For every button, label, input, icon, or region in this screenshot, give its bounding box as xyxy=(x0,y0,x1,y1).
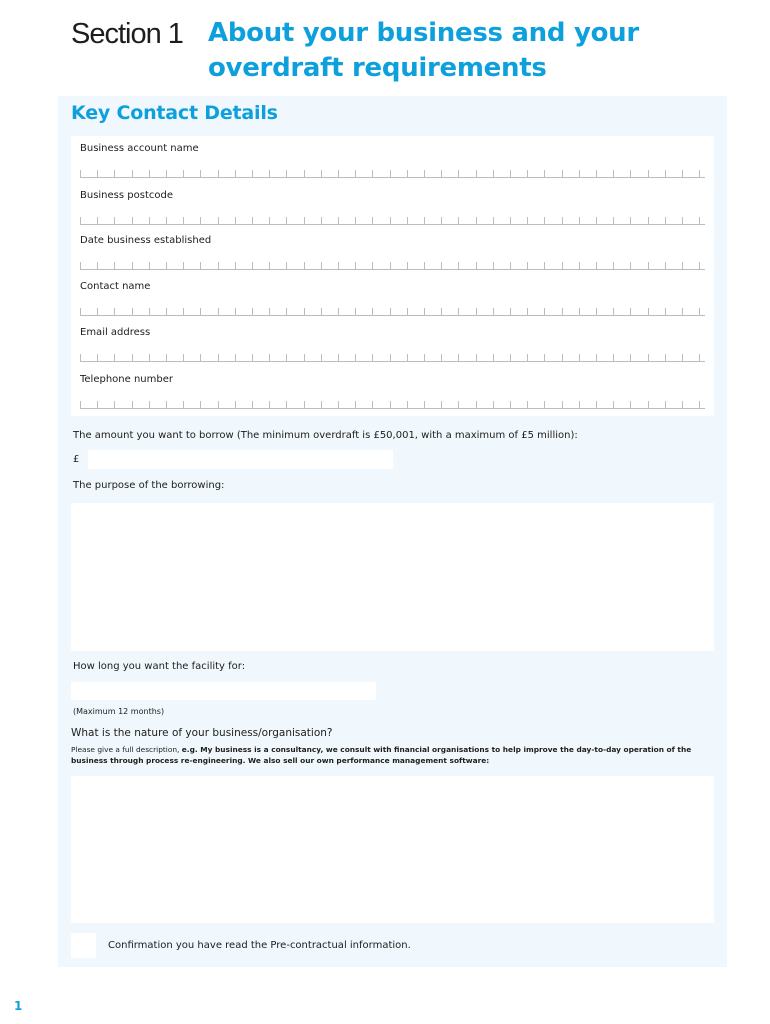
comb-tick xyxy=(321,217,322,224)
comb-tick xyxy=(596,170,597,177)
comb-tick xyxy=(149,354,150,361)
comb-tick xyxy=(527,262,528,269)
nature-hint-example: e.g. My business is a consultancy, we consult with financial organisations to help improve the day-to-day operation of the business through process re-engineering. We also sell our own performance management software: xyxy=(71,745,692,765)
comb-tick xyxy=(114,217,115,224)
comb-tick xyxy=(562,217,563,224)
comb-tick xyxy=(149,401,150,408)
comb-tick xyxy=(458,262,459,269)
comb-tick xyxy=(665,308,666,315)
comb-tick xyxy=(630,170,631,177)
comb-tick xyxy=(441,170,442,177)
comb-tick xyxy=(235,354,236,361)
purpose-label: The purpose of the borrowing: xyxy=(73,480,225,491)
comb-tick xyxy=(97,401,98,408)
comb-tick xyxy=(269,262,270,269)
comb-tick xyxy=(80,308,81,315)
comb-tick xyxy=(579,217,580,224)
comb-tick xyxy=(114,170,115,177)
comb-tick xyxy=(218,308,219,315)
comb-tick xyxy=(544,217,545,224)
comb-tick xyxy=(338,401,339,408)
amount-label: The amount you want to borrow (The minimum overdraft is £50,001, with a maximum of £5 million): xyxy=(73,430,578,441)
comb-tick xyxy=(183,262,184,269)
business-account-name-field xyxy=(80,142,705,178)
comb-tick xyxy=(665,217,666,224)
comb-tick xyxy=(458,308,459,315)
comb-tick xyxy=(648,354,649,361)
comb-tick xyxy=(218,401,219,408)
comb-tick xyxy=(183,308,184,315)
comb-tick xyxy=(338,308,339,315)
comb-tick xyxy=(304,401,305,408)
amount-input[interactable] xyxy=(88,450,393,469)
comb-tick xyxy=(441,308,442,315)
comb-tick xyxy=(596,354,597,361)
contact-name-input[interactable] xyxy=(80,303,705,316)
comb-tick xyxy=(699,401,700,408)
comb-tick xyxy=(493,262,494,269)
comb-tick xyxy=(699,262,700,269)
comb-tick xyxy=(562,308,563,315)
email-address-field xyxy=(80,326,705,362)
comb-tick xyxy=(200,262,201,269)
comb-tick xyxy=(166,170,167,177)
comb-tick xyxy=(682,308,683,315)
comb-tick xyxy=(235,401,236,408)
business-account-name-input[interactable] xyxy=(80,165,705,178)
comb-tick xyxy=(579,170,580,177)
comb-tick xyxy=(441,262,442,269)
comb-tick xyxy=(132,170,133,177)
comb-tick xyxy=(458,170,459,177)
comb-tick xyxy=(544,354,545,361)
section-number: Section 1 xyxy=(71,18,183,50)
comb-tick xyxy=(304,217,305,224)
comb-tick xyxy=(338,217,339,224)
comb-tick xyxy=(235,217,236,224)
comb-tick xyxy=(562,401,563,408)
comb-tick xyxy=(183,401,184,408)
comb-tick xyxy=(527,308,528,315)
comb-tick xyxy=(372,401,373,408)
comb-tick xyxy=(424,354,425,361)
comb-tick xyxy=(613,262,614,269)
confirmation-checkbox[interactable] xyxy=(71,933,96,958)
comb-tick xyxy=(390,170,391,177)
comb-tick xyxy=(218,217,219,224)
comb-tick xyxy=(527,170,528,177)
purpose-textarea[interactable] xyxy=(71,503,714,651)
comb-tick xyxy=(97,308,98,315)
comb-tick xyxy=(166,354,167,361)
comb-tick xyxy=(166,262,167,269)
nature-label: What is the nature of your business/organisation? xyxy=(71,727,333,739)
section-title: About your business and your overdraft requirements xyxy=(208,18,639,83)
comb-tick xyxy=(269,170,270,177)
duration-label: How long you want the facility for: xyxy=(73,661,246,672)
field-label: Telephone number xyxy=(80,374,173,385)
comb-tick xyxy=(648,262,649,269)
comb-tick xyxy=(149,262,150,269)
comb-tick xyxy=(80,401,81,408)
comb-tick xyxy=(665,401,666,408)
comb-tick xyxy=(286,170,287,177)
comb-tick xyxy=(97,217,98,224)
comb-tick xyxy=(441,217,442,224)
comb-tick xyxy=(699,170,700,177)
comb-tick xyxy=(613,354,614,361)
comb-tick xyxy=(166,401,167,408)
comb-tick xyxy=(613,170,614,177)
comb-tick xyxy=(286,262,287,269)
comb-tick xyxy=(372,217,373,224)
comb-tick xyxy=(544,170,545,177)
comb-tick xyxy=(286,354,287,361)
comb-tick xyxy=(682,170,683,177)
date-established-input[interactable] xyxy=(80,257,705,270)
comb-tick xyxy=(149,217,150,224)
comb-tick xyxy=(97,354,98,361)
comb-tick xyxy=(424,217,425,224)
comb-tick xyxy=(372,170,373,177)
comb-tick xyxy=(321,354,322,361)
comb-tick xyxy=(476,354,477,361)
business-postcode-input[interactable] xyxy=(80,212,705,225)
comb-tick xyxy=(407,354,408,361)
comb-tick xyxy=(252,170,253,177)
comb-tick xyxy=(252,354,253,361)
comb-tick xyxy=(699,308,700,315)
comb-tick xyxy=(579,262,580,269)
comb-tick xyxy=(286,308,287,315)
comb-tick xyxy=(407,262,408,269)
comb-tick xyxy=(114,308,115,315)
comb-tick xyxy=(493,308,494,315)
comb-tick xyxy=(544,308,545,315)
comb-tick xyxy=(390,308,391,315)
comb-tick xyxy=(355,170,356,177)
comb-tick xyxy=(372,354,373,361)
comb-tick xyxy=(424,308,425,315)
comb-tick xyxy=(200,217,201,224)
comb-tick xyxy=(527,354,528,361)
comb-tick xyxy=(269,308,270,315)
comb-tick xyxy=(390,354,391,361)
comb-tick xyxy=(183,354,184,361)
comb-tick xyxy=(80,217,81,224)
comb-tick xyxy=(458,401,459,408)
comb-tick xyxy=(699,217,700,224)
comb-tick xyxy=(493,401,494,408)
comb-tick xyxy=(630,262,631,269)
comb-tick xyxy=(407,217,408,224)
comb-tick xyxy=(218,354,219,361)
comb-tick xyxy=(562,354,563,361)
comb-tick xyxy=(183,170,184,177)
comb-tick xyxy=(321,401,322,408)
comb-tick xyxy=(390,262,391,269)
telephone-number-field xyxy=(80,373,705,409)
comb-tick xyxy=(114,354,115,361)
comb-tick xyxy=(613,217,614,224)
comb-tick xyxy=(80,354,81,361)
comb-tick xyxy=(390,401,391,408)
comb-tick xyxy=(510,262,511,269)
comb-tick xyxy=(269,354,270,361)
comb-tick xyxy=(476,170,477,177)
comb-tick xyxy=(80,170,81,177)
comb-tick xyxy=(424,170,425,177)
comb-tick xyxy=(321,262,322,269)
comb-tick xyxy=(132,354,133,361)
telephone-number-input[interactable] xyxy=(80,396,705,409)
contact-name-field xyxy=(80,280,705,316)
comb-tick xyxy=(630,354,631,361)
comb-tick xyxy=(544,401,545,408)
key-contact-title: Key Contact Details xyxy=(71,102,278,124)
comb-tick xyxy=(338,262,339,269)
comb-tick xyxy=(321,308,322,315)
comb-tick xyxy=(613,308,614,315)
comb-tick xyxy=(132,217,133,224)
comb-tick xyxy=(682,262,683,269)
comb-tick xyxy=(527,401,528,408)
comb-tick xyxy=(338,170,339,177)
comb-tick xyxy=(200,308,201,315)
comb-tick xyxy=(596,217,597,224)
form-panel xyxy=(58,96,727,967)
comb-tick xyxy=(648,217,649,224)
comb-tick xyxy=(235,170,236,177)
comb-tick xyxy=(407,170,408,177)
comb-tick xyxy=(510,401,511,408)
page-number: 1 xyxy=(14,999,23,1013)
comb-tick xyxy=(252,217,253,224)
comb-tick xyxy=(579,401,580,408)
comb-tick xyxy=(235,262,236,269)
comb-tick xyxy=(630,401,631,408)
comb-tick xyxy=(114,262,115,269)
comb-tick xyxy=(269,217,270,224)
confirmation-label: Confirmation you have read the Pre-contractual information. xyxy=(108,940,411,951)
comb-tick xyxy=(304,170,305,177)
comb-tick xyxy=(510,308,511,315)
comb-tick xyxy=(579,354,580,361)
comb-tick xyxy=(304,354,305,361)
comb-tick xyxy=(562,262,563,269)
comb-tick xyxy=(355,262,356,269)
comb-tick xyxy=(648,308,649,315)
comb-tick xyxy=(390,217,391,224)
comb-tick xyxy=(149,170,150,177)
comb-tick xyxy=(493,217,494,224)
comb-tick xyxy=(682,217,683,224)
comb-tick xyxy=(252,308,253,315)
comb-tick xyxy=(372,262,373,269)
comb-tick xyxy=(355,217,356,224)
comb-tick xyxy=(682,401,683,408)
email-address-input[interactable] xyxy=(80,349,705,362)
comb-tick xyxy=(407,308,408,315)
comb-tick xyxy=(304,308,305,315)
comb-tick xyxy=(132,401,133,408)
comb-tick xyxy=(149,308,150,315)
comb-tick xyxy=(269,401,270,408)
comb-tick xyxy=(407,401,408,408)
comb-tick xyxy=(424,401,425,408)
comb-tick xyxy=(321,170,322,177)
nature-hint xyxy=(71,744,719,766)
comb-tick xyxy=(476,401,477,408)
comb-tick xyxy=(544,262,545,269)
comb-tick xyxy=(510,217,511,224)
comb-tick xyxy=(132,262,133,269)
comb-tick xyxy=(286,401,287,408)
comb-tick xyxy=(166,308,167,315)
comb-tick xyxy=(183,217,184,224)
comb-tick xyxy=(648,170,649,177)
comb-tick xyxy=(338,354,339,361)
field-label: Email address xyxy=(80,327,151,338)
comb-tick xyxy=(355,308,356,315)
comb-tick xyxy=(458,354,459,361)
comb-tick xyxy=(648,401,649,408)
date-established-field xyxy=(80,234,705,270)
comb-tick xyxy=(424,262,425,269)
comb-tick xyxy=(665,262,666,269)
comb-tick xyxy=(97,262,98,269)
comb-tick xyxy=(304,262,305,269)
comb-tick xyxy=(596,401,597,408)
field-label: Date business established xyxy=(80,235,212,246)
comb-tick xyxy=(682,354,683,361)
key-contact-box xyxy=(71,136,714,416)
comb-tick xyxy=(441,401,442,408)
comb-tick xyxy=(493,354,494,361)
field-label: Business account name xyxy=(80,143,199,154)
nature-hint-prefix: Please give a full description, xyxy=(71,745,182,754)
comb-tick xyxy=(441,354,442,361)
comb-tick xyxy=(200,401,201,408)
field-label: Contact name xyxy=(80,281,151,292)
comb-tick xyxy=(476,308,477,315)
comb-tick xyxy=(80,262,81,269)
comb-tick xyxy=(114,401,115,408)
comb-tick xyxy=(372,308,373,315)
comb-tick xyxy=(200,354,201,361)
comb-tick xyxy=(355,354,356,361)
comb-tick xyxy=(665,170,666,177)
comb-tick xyxy=(235,308,236,315)
comb-tick xyxy=(527,217,528,224)
comb-tick xyxy=(493,170,494,177)
comb-tick xyxy=(132,308,133,315)
max-duration-note: (Maximum 12 months) xyxy=(73,707,165,716)
comb-tick xyxy=(97,170,98,177)
comb-tick xyxy=(218,262,219,269)
comb-tick xyxy=(510,170,511,177)
nature-textarea[interactable] xyxy=(71,776,714,923)
comb-tick xyxy=(200,170,201,177)
duration-input[interactable] xyxy=(71,682,376,700)
comb-tick xyxy=(218,170,219,177)
comb-tick xyxy=(458,217,459,224)
comb-tick xyxy=(630,217,631,224)
comb-tick xyxy=(613,401,614,408)
comb-tick xyxy=(510,354,511,361)
comb-tick xyxy=(355,401,356,408)
comb-tick xyxy=(596,262,597,269)
comb-tick xyxy=(476,217,477,224)
currency-symbol: £ xyxy=(73,454,80,465)
comb-tick xyxy=(699,354,700,361)
comb-tick xyxy=(579,308,580,315)
comb-tick xyxy=(665,354,666,361)
comb-tick xyxy=(596,308,597,315)
business-postcode-field xyxy=(80,189,705,225)
comb-tick xyxy=(562,170,563,177)
comb-tick xyxy=(252,262,253,269)
comb-tick xyxy=(476,262,477,269)
comb-tick xyxy=(630,308,631,315)
field-label: Business postcode xyxy=(80,190,173,201)
comb-tick xyxy=(166,217,167,224)
comb-tick xyxy=(286,217,287,224)
comb-tick xyxy=(252,401,253,408)
